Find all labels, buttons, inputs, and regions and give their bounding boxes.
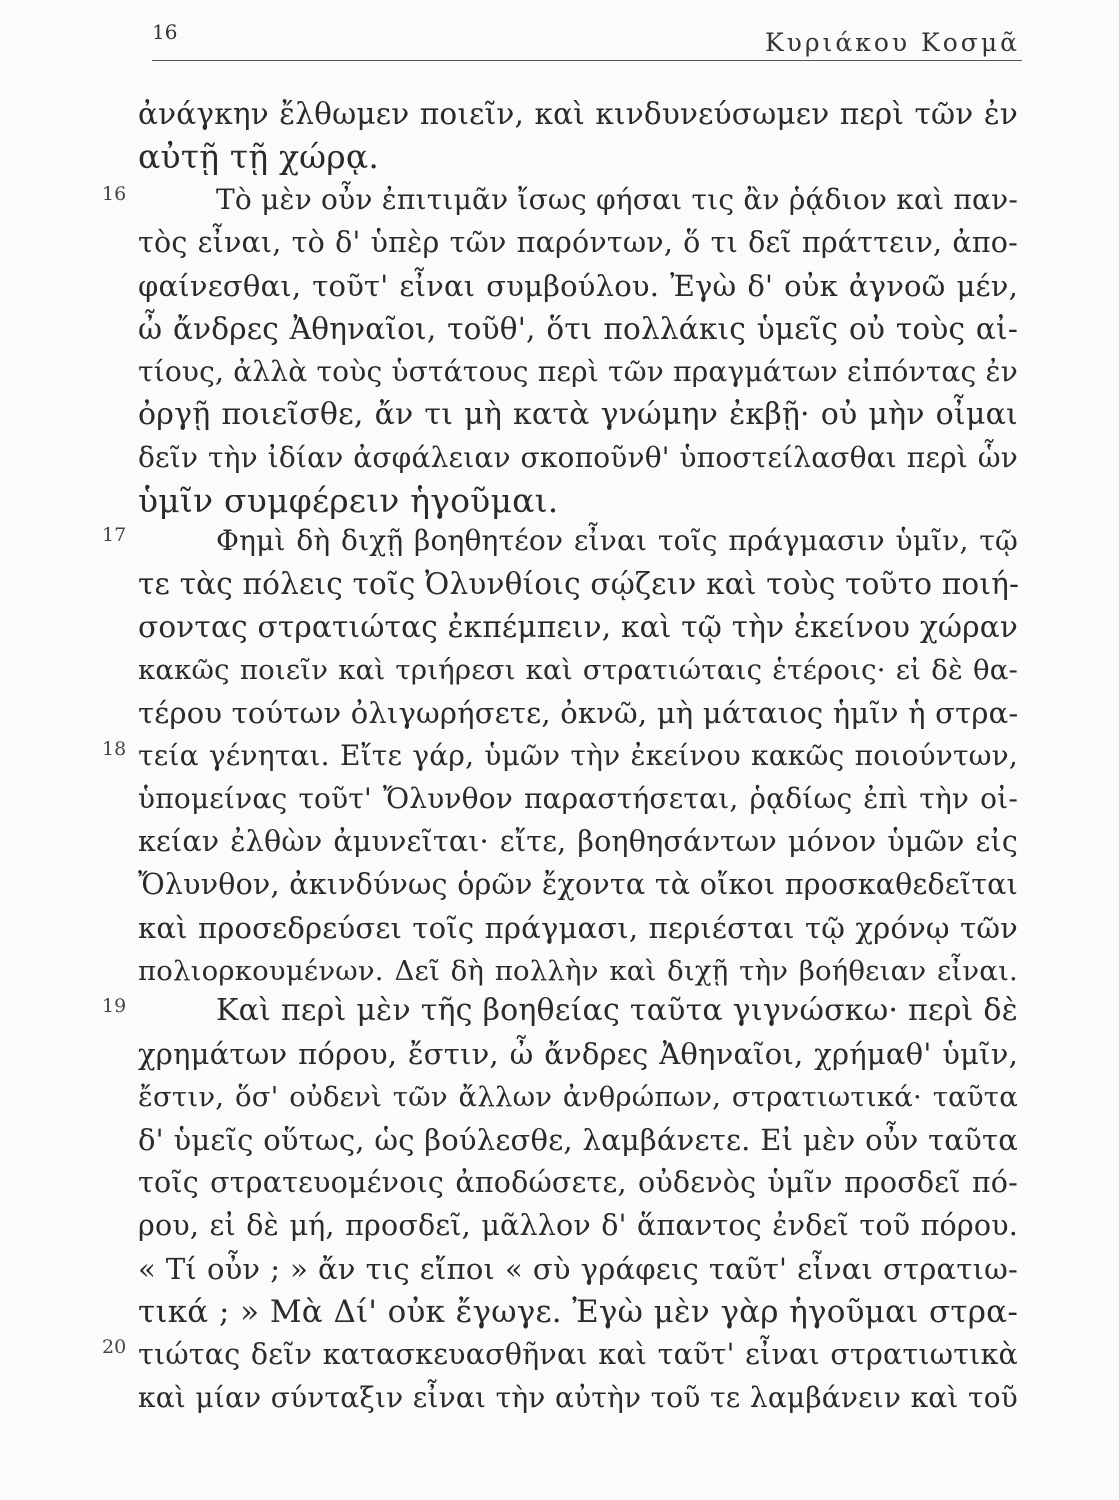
running-title: Κυριάκου Κοσμᾶ: [764, 28, 1020, 57]
text-line: Τὸ μὲν οὖν ἐπιτιμᾶν ἴσως φήσαι τις ἂν ῥᾴδιον καὶ παν-: [216, 183, 1018, 216]
text-line: ὦ ἄνδρες Ἀθηναῖοι, τοῦθ', ὅτι πολλάκις ὑμεῖς οὐ τοὺς αἰ-: [138, 312, 1018, 346]
section-number: 18: [102, 738, 127, 760]
text-line: κείαν ἐλθὼν ἀμυνεῖται· εἴτε, βοηθησάντων μόνον ὑμῶν εἰς: [138, 825, 1018, 858]
text-line: δεῖν τὴν ἰδίαν ἀσφάλειαν σκοποῦνθ' ὑποστείλασθαι περὶ ὧν: [138, 441, 1018, 474]
text-line: ρου, εἰ δὲ μή, προσδεῖ, μᾶλλον δ' ἅπαντος ἐνδεῖ τοῦ πόρου.: [138, 1209, 1018, 1242]
text-line: τέρου τούτων ὀλιγωρήσετε, ὀκνῶ, μὴ μάταιος ἡμῖν ἡ στρα-: [138, 696, 1019, 730]
text-line: φαίνεσθαι, τοῦτ' εἶναι συμβούλου. Ἐγὼ δ' οὐκ ἀγνοῶ μέν,: [138, 269, 1018, 303]
text-line: τικά ; » Μὰ Δί' οὐκ ἔγωγε. Ἐγὼ μὲν γὰρ ἡγοῦμαι στρα-: [138, 1294, 1018, 1330]
text-line: ὑπομείνας τοῦτ' Ὄλυνθον παραστήσεται, ῥᾳδίως ἐπὶ τὴν οἰ-: [138, 782, 1018, 815]
text-line: τεία γένηται. Εἴτε γάρ, ὑμῶν τὴν ἐκείνου κακῶς ποιούντων,: [138, 739, 1018, 772]
text-line: ἔστιν, ὅσ' οὐδενὶ τῶν ἄλλων ἀνθρώπων, στρατιωτικά· ταῦτα: [138, 1081, 1018, 1113]
section-number: 16: [102, 183, 127, 205]
text-line: πολιορκουμένων. Δεῖ δὴ πολλὴν καὶ διχῇ τὴν βοήθειαν εἶναι.: [138, 955, 1018, 987]
text-line: ὀργῇ ποιεῖσθε, ἄν τι μὴ κατὰ γνώμην ἐκβῇ· οὐ μὴν οἶμαι: [138, 397, 1018, 432]
text-line: τοῖς στρατευομένοις ἀποδώσετε, οὐδενὸς ὑμῖν προσδεῖ πό-: [138, 1166, 1018, 1199]
text-line: τε τὰς πόλεις τοῖς Ὀλυνθίοις σῴζειν καὶ τοὺς τοῦτο ποιή-: [138, 567, 1020, 601]
text-line: τίους, ἀλλὰ τοὺς ὑστάτους περὶ τῶν πραγμάτων εἰπόντας ἐν: [138, 355, 1018, 388]
text-line: τιώτας δεῖν κατασκευασθῆναι καὶ ταῦτ' εἶναι στρατιωτικὰ: [138, 1338, 1018, 1371]
text-line: καὶ μίαν σύνταξιν εἶναι τὴν αὐτὴν τοῦ τε λαμβάνειν καὶ τοῦ: [138, 1381, 1018, 1414]
text-line: ὑμῖν συμφέρειν ἡγοῦμαι.: [138, 481, 559, 520]
text-line: Ὄλυνθον, ἀκινδύνως ὁρῶν ἔχοντα τὰ οἴκοι προσκαθεδεῖται: [138, 868, 1018, 901]
section-number: 17: [102, 524, 127, 546]
text-line: Φημὶ δὴ διχῇ βοηθητέον εἶναι τοῖς πράγμασιν ὑμῖν, τῷ: [216, 524, 1018, 557]
text-line: Καὶ περὶ μὲν τῆς βοηθείας ταῦτα γιγνώσκω· περὶ δὲ: [216, 993, 1018, 1028]
text-line: κακῶς ποιεῖν καὶ τριήρεσι καὶ στρατιώταις ἑτέροις· εἰ δὲ θα-: [138, 654, 1018, 686]
text-line: « Τί οὖν ; » ἄν τις εἴποι « σὺ γράφεις ταῦτ' εἶναι στρατιω-: [138, 1252, 1018, 1286]
text-line: καὶ προσεδρεύσει τοῖς πράγμασι, περιέσται τῷ χρόνῳ τῶν: [138, 911, 1018, 945]
text-line: ἀνάγκην ἔλθωμεν ποιεῖν, καὶ κινδυνεύσωμεν περὶ τῶν ἐν: [138, 97, 1018, 131]
text-line: τὸς εἶναι, τὸ δ' ὑπὲρ τῶν παρόντων, ὅ τι δεῖ πράττειν, ἀπο-: [138, 226, 1018, 259]
page-number: 16: [152, 20, 178, 44]
section-number: 19: [102, 995, 127, 1017]
text-line: αὐτῇ τῇ χώρᾳ.: [138, 137, 380, 176]
text-line: δ' ὑμεῖς οὕτως, ὡς βούλεσθε, λαμβάνετε. Εἰ μὲν οὖν ταῦτα: [138, 1123, 1018, 1157]
text-line: σοντας στρατιώτας ἐκπέμπειν, καὶ τῷ τὴν ἐκείνου χώραν: [138, 610, 1018, 644]
section-number: 20: [102, 1336, 127, 1358]
text-line: χρημάτων πόρου, ἔστιν, ὦ ἄνδρες Ἀθηναῖοι, χρήμαθ' ὑμῖν,: [138, 1037, 1018, 1071]
